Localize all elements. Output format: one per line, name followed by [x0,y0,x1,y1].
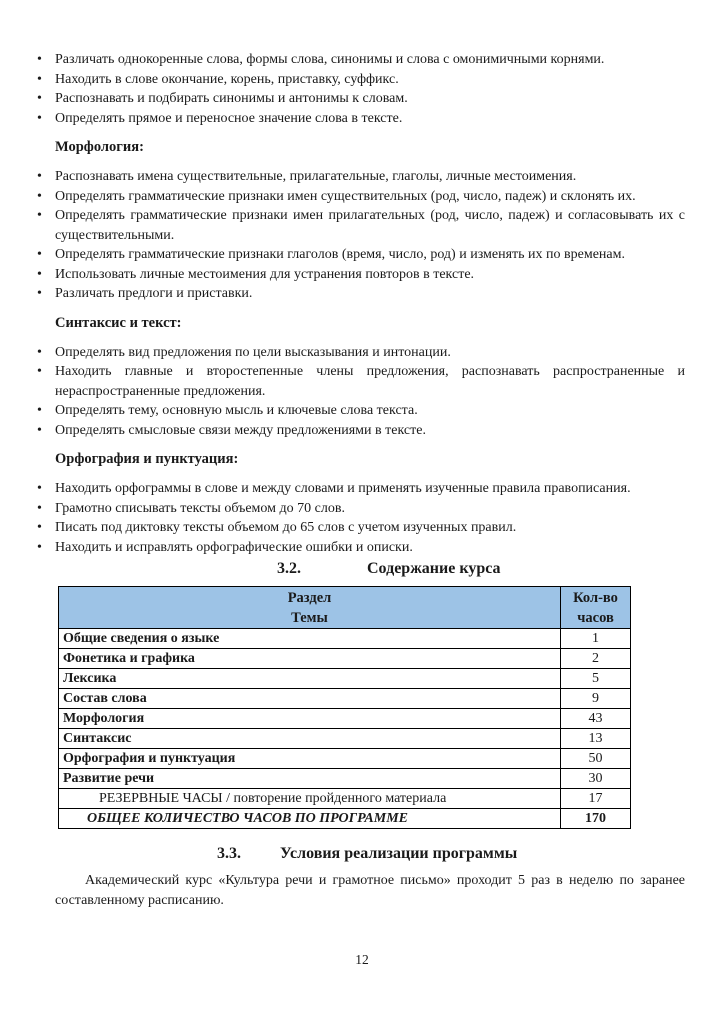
heading-3-2-number: 3.2. [277,560,301,577]
list-item: • Находить главные и второстепенные члены предложения, распознавать распространенные и нераспространенные предложения. [55,362,685,401]
table-row [59,669,631,689]
table-row [59,729,631,749]
heading-3-3 [55,843,685,865]
table-cell-hours: 2 [561,649,631,669]
list-item: • Находить орфограммы в слове и между словами и применять изученные правила правописания. [55,479,685,499]
table-cell-label: Фонетика и графика [59,649,561,669]
table-row [59,689,631,709]
table-row [59,709,631,729]
list-item: • Определять смысловые связи между предложениями в тексте. [55,421,685,441]
heading-orthography-punctuation: Орфография и пунктуация: [55,451,239,467]
table-header-section-line2: Темы [291,609,328,626]
list-item: • Различать однокоренные слова, формы слова, синонимы и слова с омонимичными корнями. [55,50,685,70]
table-row-total-hours [59,809,631,829]
bullet-list-syntax-text [55,343,685,441]
heading-morphology: Морфология: [55,139,144,155]
list-item: • Использовать личные местоимения для устранения повторов в тексте. [55,265,685,285]
list-item: • Различать предлоги и приставки. [55,284,685,304]
heading-3-3-number: 3.3. [217,845,241,862]
bullet-list-word-composition [55,50,685,128]
table-cell-label: Развитие речи [59,769,561,789]
table-cell-hours: 9 [561,689,631,709]
table-row [59,629,631,649]
table-row [59,769,631,789]
list-item: • Грамотно списывать тексты объемом до 70 слов. [55,499,685,519]
table-cell-label: Состав слова [59,689,561,709]
list-item: • Находить и исправлять орфографические ошибки и описки. [55,538,685,558]
table-header-section [59,587,561,629]
list-item: • Распознавать имена существительные, прилагательные, глаголы, личные местоимения. [55,167,685,187]
table-cell-label: Лексика [59,669,561,689]
list-item: • Определять грамматические признаки имен прилагательных (род, число, падеж) и согласовывать их с существительными. [55,206,685,245]
table-cell-hours: 5 [561,669,631,689]
table-row [59,749,631,769]
heading-syntax-text: Синтаксис и текст: [55,314,182,331]
table-cell-label: Морфология [59,709,561,729]
table-header-section-line1: Раздел [287,589,332,606]
list-item: • Определять грамматические признаки имен существительных (род, число, падеж) и склонять их. [55,187,685,207]
table-cell-label: Общие сведения о языке [59,629,561,649]
table-cell-label: ОБЩЕЕ КОЛИЧЕСТВО ЧАСОВ ПО ПРОГРАММЕ [59,809,561,829]
bullet-list-orthography [55,479,685,557]
table-row [59,649,631,669]
heading-3-2-title: Содержание курса [367,560,501,577]
list-item: • Определять прямое и переносное значение слова в тексте. [55,109,685,129]
table-header-row [59,587,631,629]
list-item: • Находить в слове окончание, корень, приставку, суффикс. [55,70,685,90]
list-item: • Определять вид предложения по цели высказывания и интонации. [55,343,685,363]
table-cell-hours: 170 [561,809,631,829]
course-content-table [58,586,631,829]
bullet-list-morphology [55,167,685,304]
table-cell-hours: 43 [561,709,631,729]
table-cell-label: Синтаксис [59,729,561,749]
list-item: • Распознавать и подбирать синонимы и антонимы к словам. [55,89,685,109]
table-cell-hours: 13 [561,729,631,749]
table-header-hours-line2: часов [577,609,614,626]
list-item: • Писать под диктовку тексты объемом до 65 слов с учетом изученных правил. [55,518,685,538]
table-header-hours-line1: Кол-во [573,589,618,606]
table-cell-hours: 17 [561,789,631,809]
table-cell-hours: 30 [561,769,631,789]
page-number: 12 [355,951,369,967]
heading-3-3-title: Условия реализации программы [280,845,518,862]
paragraph-course-schedule: Академический курс «Культура речи и грамотное письмо» проходит 5 раз в неделю по заранее составленному расписанию. [55,873,685,908]
heading-3-2 [55,558,685,580]
table-cell-label: Орфография и пунктуация [59,749,561,769]
list-item: • Определять тему, основную мысль и ключевые слова текста. [55,401,685,421]
list-item: • Определять грамматические признаки глаголов (время, число, род) и изменять их по временам. [55,245,685,265]
table-header-hours [561,587,631,629]
table-cell-hours: 1 [561,629,631,649]
table-cell-label: РЕЗЕРВНЫЕ ЧАСЫ / повторение пройденного материала [59,789,561,809]
table-cell-hours: 50 [561,749,631,769]
table-row-reserve-hours [59,789,631,809]
